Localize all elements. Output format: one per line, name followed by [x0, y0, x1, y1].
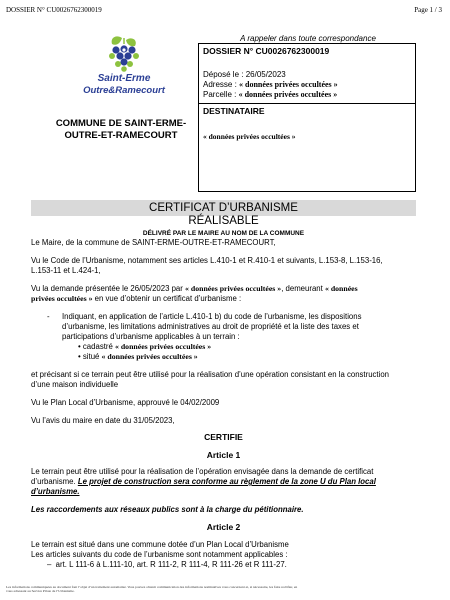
adresse-label: Adresse :: [203, 80, 240, 89]
page-footer: [6, 585, 446, 593]
cadastre-item: [78, 342, 211, 352]
indiquant-line3: participations d’urbanisme applicables à un terrain :: [62, 332, 240, 341]
article1-heading: Article 1: [206, 450, 241, 460]
adresse-value: « données privées occultées »: [239, 80, 338, 89]
demande-text-3: en vue d’obtenir un certificat d’urbanisme :: [92, 294, 242, 303]
maire-line: Le Maire, de la commune de SAINT-ERME-OUTRE-ET-RAMECOURT,: [31, 238, 276, 247]
indiquant-line1: Indiquant, en application de l’article L.410-1 b) du code de l’urbanisme, les dispositions: [62, 312, 362, 321]
dash-bullet: –: [47, 560, 56, 569]
adresse-demandeur-value-2: privées occultées »: [31, 294, 93, 303]
dash-bullet: -: [47, 312, 50, 321]
parcelle-line: [203, 90, 337, 99]
document-title-line2: RÉALISABLE: [188, 215, 259, 227]
precise-line1: et précisant si ce terrain peut être utilisé pour la réalisation d’une opération consistant en la construction: [31, 370, 389, 379]
commune-name: [28, 118, 214, 142]
plu-line: Vu le Plan Local d’Urbanisme, approuvé le 04/02/2009: [31, 398, 220, 407]
cadastre-value: « données privées occultées »: [114, 342, 212, 351]
commune-name-line1: COMMUNE DE SAINT-ERME-: [55, 118, 187, 129]
indiquant-line2: d’urbanisme, les limitations administratives au droit de propriété et la liste des taxes et: [62, 322, 359, 331]
destinataire-box: [198, 104, 416, 192]
cadastre-label: cadastré: [82, 342, 115, 351]
art1-text: d’urbanisme.: [31, 477, 78, 486]
commune-logo: [78, 34, 170, 106]
demande-text-2: , demeurant: [281, 284, 325, 293]
document-subtitle: DÉLIVRÉ PAR LE MAIRE AU NOM DE LA COMMUNE: [142, 230, 305, 237]
footer-line1: Les informations communiquées au document font l’objet d’un traitement automatisé. Vous pouvez obtenir communication des informations nominatives vous concernant et, si nécessaire, les faire rectifier, en: [6, 585, 298, 589]
art1-line1: Le terrain peut être utilisé pour la réalisation de l’opération envisagée dans la demande de certificat: [31, 467, 374, 476]
art1-conformite: Le projet de construction sera conforme au règlement de la zone U du Plan local: [77, 477, 376, 486]
article2-heading: Article 2: [206, 522, 241, 532]
demande-line1: [31, 284, 358, 294]
art2-articles: art. L 111-6 à L.111-10, art. R 111-2, R 111-4, R 111-26 et R 111-27.: [55, 560, 287, 569]
avis-line: Vu l’avis du maire en date du 31/05/2023,: [31, 416, 175, 425]
parcelle-value: « données privées occultées »: [238, 90, 338, 99]
footer-line2: vous adressant au Service Pilote de l’Urbanisme.: [6, 589, 75, 593]
art2-line1: Le terrain est situé dans une commune dotée d’un Plan Local d’Urbanisme: [31, 540, 289, 549]
certifie-heading: CERTIFIE: [204, 432, 243, 442]
dossier-box: [198, 43, 416, 104]
logo-text-line2: Outre&Ramecourt: [83, 85, 165, 96]
vu-code-line2: L.153-11 et L.424-1,: [31, 266, 101, 275]
document-title: CERTIFICAT D’URBANISME: [149, 202, 298, 214]
precise-line2: d’une maison individuelle: [31, 380, 119, 389]
depose-date: Déposé le : 26/05/2023: [203, 70, 286, 79]
bullet-icon: •: [78, 352, 83, 361]
demandeur-value: « données privées occultées »: [185, 284, 282, 293]
correspondance-note: A rappeler dans toute correspondance: [240, 34, 376, 43]
commune-name-line2: OUTRE-ET-RAMECOURT: [64, 130, 178, 141]
demande-text: Vu la demande présentée le 26/05/2023 par: [31, 284, 186, 293]
page-header-dossier: DOSSIER N° CU0026762300019: [6, 6, 102, 14]
situe-item: [78, 352, 198, 362]
logo-text-line1: Saint-Erme: [97, 73, 151, 84]
art1-line3: d’urbanisme.: [31, 487, 80, 496]
adresse-demandeur-value: « données: [324, 284, 358, 293]
dossier-box-title: DOSSIER N° CU0026762300019: [203, 46, 330, 56]
destinataire-title: DESTINATAIRE: [203, 106, 265, 116]
parcelle-label: Parcelle :: [203, 90, 239, 99]
art2-line3: [47, 560, 287, 570]
raccordements-line: Les raccordements aux réseaux publics sont à la charge du pétitionnaire.: [31, 505, 304, 514]
demande-line2: [31, 294, 241, 304]
situe-value: « données privées occultées »: [101, 352, 198, 361]
situe-label: situé: [82, 352, 102, 361]
destinataire-value: « données privées occultées »: [203, 132, 296, 141]
vu-code-line1: Vu le Code de l’Urbanisme, notamment ses articles L.410-1 et R.410-1 et suivants, L.153-8, L.153-16,: [31, 256, 383, 265]
art1-line2: [31, 477, 376, 487]
bullet-icon: •: [78, 342, 83, 351]
adresse-line: [203, 80, 338, 89]
art2-line2: Les articles suivants du code de l’urbanisme sont notamment applicables :: [31, 550, 288, 559]
page-number: Page 1 / 3: [414, 6, 442, 14]
